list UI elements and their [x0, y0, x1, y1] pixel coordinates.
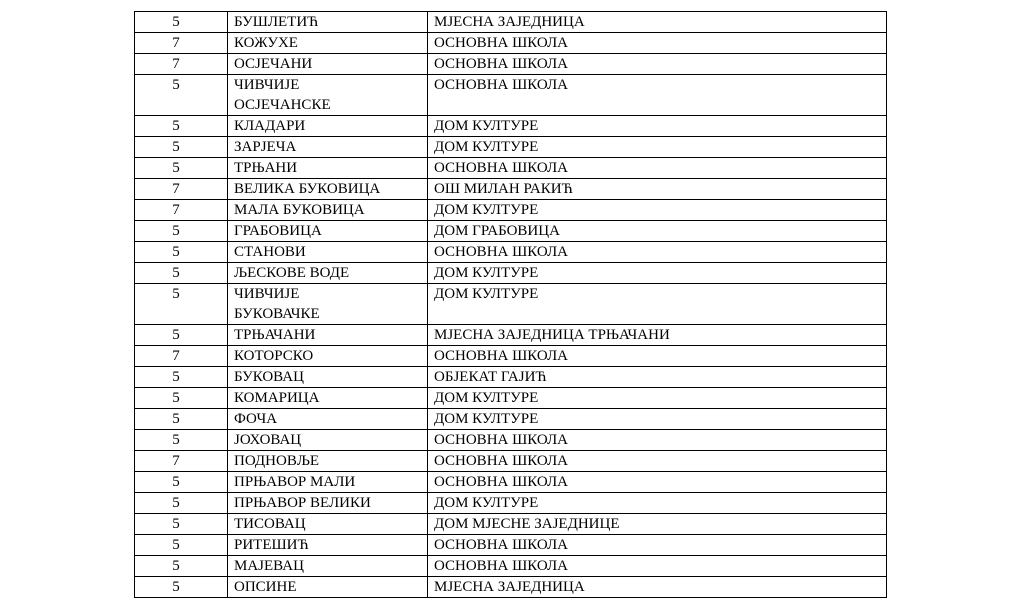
place-cell: ЧИВЧИЈЕ ОСЈЕЧАНСКЕ: [228, 75, 428, 116]
place-cell: ТРЊАЧАНИ: [228, 325, 428, 346]
number-cell: 5: [135, 12, 228, 33]
place-cell: ЧИВЧИЈЕ БУКОВАЧКЕ: [228, 284, 428, 325]
number-cell: 5: [135, 75, 228, 116]
table-row: [135, 221, 887, 242]
table-row: [135, 577, 887, 598]
table-row: [135, 430, 887, 451]
place-cell: ТИСОВАЦ: [228, 514, 428, 535]
number-cell: 5: [135, 430, 228, 451]
location-cell: ОШ МИЛАН РАКИЋ: [428, 179, 887, 200]
place-cell: ГРАБОВИЦА: [228, 221, 428, 242]
location-cell: ДОМ КУЛТУРЕ: [428, 284, 887, 325]
location-cell: МЈЕСНА ЗАЈЕДНИЦА ТРЊАЧАНИ: [428, 325, 887, 346]
location-cell: ОСНОВНА ШКОЛА: [428, 451, 887, 472]
location-cell: ОСНОВНА ШКОЛА: [428, 535, 887, 556]
table-row: [135, 367, 887, 388]
number-cell: 5: [135, 263, 228, 284]
location-cell: ДОМ ГРАБОВИЦА: [428, 221, 887, 242]
table-row: [135, 284, 887, 325]
location-cell: ОСНОВНА ШКОЛА: [428, 430, 887, 451]
table-row: [135, 514, 887, 535]
number-cell: 5: [135, 158, 228, 179]
location-cell: МЈЕСНА ЗАЈЕДНИЦА: [428, 12, 887, 33]
number-cell: 5: [135, 514, 228, 535]
location-cell: ОСНОВНА ШКОЛА: [428, 556, 887, 577]
number-cell: 7: [135, 200, 228, 221]
location-cell: ОСНОВНА ШКОЛА: [428, 75, 887, 116]
place-cell: ОПСИНЕ: [228, 577, 428, 598]
place-cell: ЗАРЈЕЧА: [228, 137, 428, 158]
table-row: [135, 242, 887, 263]
place-cell: КОТОРСКО: [228, 346, 428, 367]
table-row: [135, 409, 887, 430]
place-cell: КОЖУХЕ: [228, 33, 428, 54]
location-cell: ДОМ КУЛТУРЕ: [428, 200, 887, 221]
table-row: [135, 75, 887, 116]
polling-stations-table: [134, 11, 887, 598]
number-cell: 5: [135, 493, 228, 514]
number-cell: 5: [135, 388, 228, 409]
table-body: [135, 12, 887, 598]
location-cell: ДОМ КУЛТУРЕ: [428, 409, 887, 430]
number-cell: 5: [135, 221, 228, 242]
location-cell: ОСНОВНА ШКОЛА: [428, 33, 887, 54]
number-cell: 5: [135, 472, 228, 493]
number-cell: 5: [135, 577, 228, 598]
table-row: [135, 12, 887, 33]
place-cell: ЈОХОВАЦ: [228, 430, 428, 451]
number-cell: 7: [135, 346, 228, 367]
location-cell: ОСНОВНА ШКОЛА: [428, 472, 887, 493]
table-row: [135, 54, 887, 75]
number-cell: 7: [135, 54, 228, 75]
table-row: [135, 325, 887, 346]
location-cell: ДОМ КУЛТУРЕ: [428, 116, 887, 137]
place-cell: МАЈЕВАЦ: [228, 556, 428, 577]
number-cell: 5: [135, 137, 228, 158]
number-cell: 7: [135, 33, 228, 54]
table-row: [135, 179, 887, 200]
location-cell: ДОМ КУЛТУРЕ: [428, 137, 887, 158]
place-cell: ПРЊАВОР ВЕЛИКИ: [228, 493, 428, 514]
table-row: [135, 200, 887, 221]
place-cell: ТРЊАНИ: [228, 158, 428, 179]
location-cell: ДОМ КУЛТУРЕ: [428, 388, 887, 409]
place-cell: ПОДНОВЉЕ: [228, 451, 428, 472]
table-row: [135, 556, 887, 577]
table-row: [135, 263, 887, 284]
place-cell: БУШЛЕТИЋ: [228, 12, 428, 33]
table-row: [135, 451, 887, 472]
location-cell: ДОМ МЈЕСНЕ ЗАЈЕДНИЦЕ: [428, 514, 887, 535]
table-row: [135, 346, 887, 367]
table-row: [135, 472, 887, 493]
number-cell: 5: [135, 325, 228, 346]
place-cell: КОМАРИЦА: [228, 388, 428, 409]
place-cell: ЉЕСКОВЕ ВОДЕ: [228, 263, 428, 284]
place-cell: КЛАДАРИ: [228, 116, 428, 137]
location-cell: ОСНОВНА ШКОЛА: [428, 242, 887, 263]
table-row: [135, 388, 887, 409]
place-cell: ВЕЛИКА БУКОВИЦА: [228, 179, 428, 200]
location-cell: ОСНОВНА ШКОЛА: [428, 158, 887, 179]
place-cell: ПРЊАВОР МАЛИ: [228, 472, 428, 493]
location-cell: МЈЕСНА ЗАЈЕДНИЦА: [428, 577, 887, 598]
number-cell: 5: [135, 242, 228, 263]
number-cell: 5: [135, 367, 228, 388]
location-cell: ОБЈЕКАТ ГАЈИЋ: [428, 367, 887, 388]
location-cell: ОСНОВНА ШКОЛА: [428, 54, 887, 75]
table-row: [135, 137, 887, 158]
number-cell: 7: [135, 451, 228, 472]
number-cell: 5: [135, 284, 228, 325]
table-row: [135, 158, 887, 179]
place-cell: СТАНОВИ: [228, 242, 428, 263]
location-cell: ДОМ КУЛТУРЕ: [428, 493, 887, 514]
table-row: [135, 33, 887, 54]
place-cell: МАЛА БУКОВИЦА: [228, 200, 428, 221]
place-cell: РИТЕШИЋ: [228, 535, 428, 556]
number-cell: 5: [135, 535, 228, 556]
place-cell: ФОЧА: [228, 409, 428, 430]
location-cell: ДОМ КУЛТУРЕ: [428, 263, 887, 284]
table-row: [135, 493, 887, 514]
table-row: [135, 116, 887, 137]
table-row: [135, 535, 887, 556]
number-cell: 5: [135, 556, 228, 577]
place-cell: ОСЈЕЧАНИ: [228, 54, 428, 75]
location-cell: ОСНОВНА ШКОЛА: [428, 346, 887, 367]
number-cell: 7: [135, 179, 228, 200]
number-cell: 5: [135, 409, 228, 430]
place-cell: БУКОВАЦ: [228, 367, 428, 388]
number-cell: 5: [135, 116, 228, 137]
